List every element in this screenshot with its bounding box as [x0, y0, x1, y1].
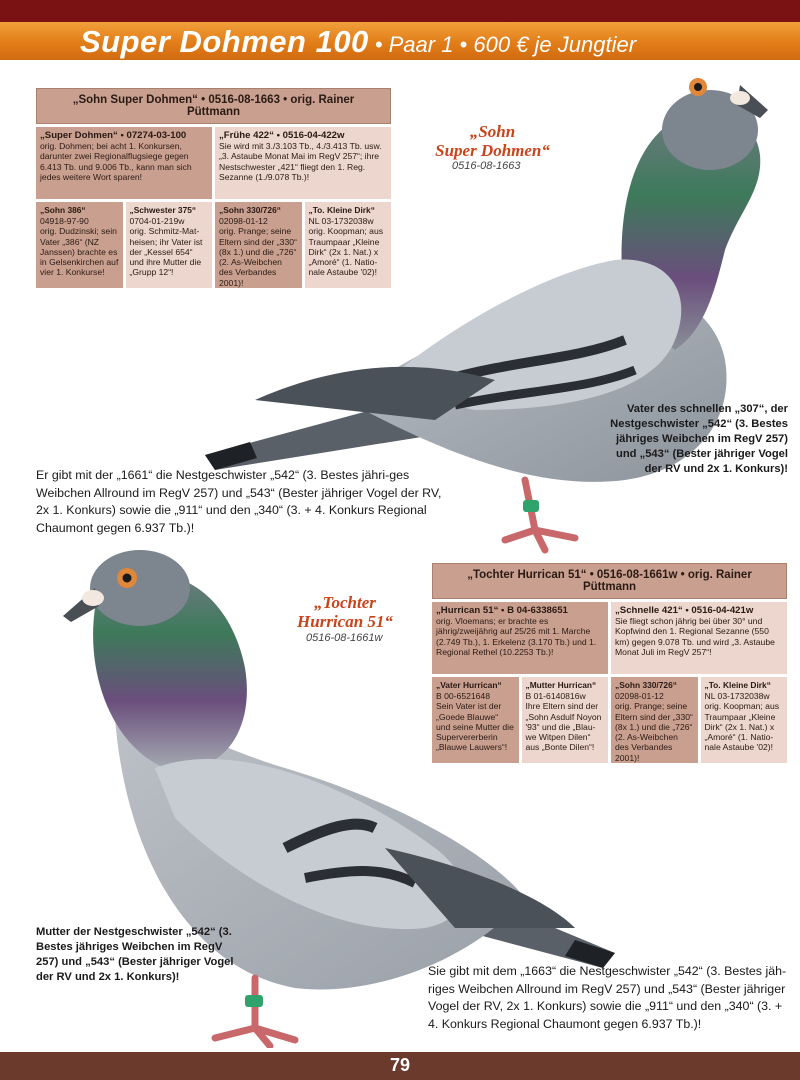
- title-bar: [0, 22, 800, 60]
- grandparent-box: [611, 677, 698, 763]
- grandparent-title: „Sohn 330/726“: [615, 680, 677, 690]
- grandparent-box: [701, 677, 788, 763]
- father-box: [36, 127, 212, 199]
- grandparents-row: [36, 202, 391, 288]
- pedigree-sohn-super-dohmen: [36, 88, 391, 288]
- pedigree-tochter-hurrican: [432, 563, 787, 763]
- pedigree-header: „Tochter Hurrican 51“ • 0516-08-1661w • orig. Rainer Püttmann: [432, 563, 787, 599]
- ring-number-male: 0516-08-1663: [452, 160, 521, 172]
- grandparent-text: B 00-6521648 Sein Vater ist der „Goede Blauwe“ und seine Mutter die Supervererberin „Blauwe Lauwers“!: [436, 691, 514, 753]
- grandparent-text: NL 03-1732038w orig. Koopman; aus Traumpaar „Kleine Dirk“ (2x 1. Nat.) x „Amoré“ (1. Natio-nale Astaube '02)!: [308, 216, 384, 278]
- mother-title: „Frühe 422“ • 0516-04-422w: [219, 130, 345, 141]
- pedigree-header: „Sohn Super Dohmen“ • 0516-08-1663 • orig. Rainer Püttmann: [36, 88, 391, 124]
- mother-text: Sie fliegt schon jährig bei über 30° und Kopfwind den 1. Regional Sezanne (550 km) gegen 9.078 Tb. und wird „3. Astaube Monat Juli im RegV 257“!: [615, 616, 775, 657]
- father-text: orig. Dohmen; bei acht 1. Konkursen, darunter zwei Regionalflugsiege gegen 6.413 Tb. und 9.006 Tb., kann man sich jedes weitere Wort sparen!: [40, 141, 192, 182]
- bird-name-line2: Super Dohmen“: [435, 141, 550, 160]
- bird-name-female: [275, 593, 415, 631]
- father-box: [432, 602, 608, 674]
- caption-mother: Mutter der Nestgeschwister „542“ (3. Bestes jähriges Weibchen im RegV 257) und „543“ (Bester jähriger Vogel der RV und 2x 1. Konkurs)!: [36, 926, 234, 983]
- grandparent-text: 02098-01-12 orig. Prange; seine Eltern sind der „330“ (8x 1.) und die „726“ (2. As-Weibchen des Verbandes 2001)!: [615, 691, 693, 763]
- paragraph-father: Er gibt mit der „1661“ die Nestgeschwister „542“ (3. Bestes jähri-ges Weibchen Allround im RegV 257) und „543“ (Bester jähriger Vogel der RV, 2x 1. Konkurs) sowie die „911“ und den „340“ (3. + 4. Konkurs Regional Chaumont gegen 6.937 Tb.)!: [36, 468, 442, 535]
- page-number: 79: [389, 1055, 411, 1075]
- paragraph-mother: Sie gibt mit dem „1663“ die Nestgeschwister „542“ (3. Bestes jäh-riges Weibchen Allround im RegV 257) und „543“ (Bester jähriger Vogel der RV, 2x 1. Konkurs) sowie die „911“ und den „340“ (3. + 4. Konkurs Regional Chaumont gegen 6.937 Tb.)!: [428, 964, 787, 1031]
- parents-row: [36, 127, 391, 199]
- grandparent-title: „Mutter Hurrican“: [525, 680, 597, 690]
- bird-name-line1: „Tochter: [314, 593, 376, 612]
- parents-row: [432, 602, 787, 674]
- father-title: „Hurrican 51“ • B 04-6338651: [436, 605, 568, 616]
- footer-bar: [0, 1052, 800, 1080]
- grandparent-text: 02098-01-12 orig. Prange; seine Eltern sind der „330“ (8x 1.) und die „726“ (2. As-Weibchen des Verbandes 2001)!: [219, 216, 297, 288]
- grandparents-row: [432, 677, 787, 763]
- grandparent-title: „Vater Hurrican“: [436, 680, 502, 690]
- grandparent-title: „Sohn 386“: [40, 205, 86, 215]
- mother-title: „Schnelle 421“ • 0516-04-421w: [615, 605, 754, 616]
- mother-text: Sie wird mit 3./3.103 Tb., 4./3.413 Tb. usw. „3. Astaube Monat Mai im RegV 257“; ihre Nestschwester „421“ fliegt den 1. Reg. Sezanne (1./9.078 Tb.)!: [219, 141, 382, 182]
- grandparent-box: [522, 677, 609, 763]
- grandparent-title: „To. Kleine Dirk“: [704, 680, 771, 690]
- grandparent-box: [36, 202, 123, 288]
- grandparent-text: 04918-97-90 orig. Dudzinski; sein Vater „386“ (NZ Janssen) brachte es in Gelsenkirchen auf vier 1. Konkurse!: [40, 216, 119, 278]
- ring-number-female: 0516-08-1661w: [306, 632, 383, 644]
- grandparent-title: „Sohn 330/726“: [219, 205, 281, 215]
- grandparent-text: 0704-01-219w orig. Schmitz-Mat-heisen; ihr Vater ist der „Kessel 654“ und ihre Mutter die „Grupp 12“!: [129, 216, 203, 278]
- father-text: orig. Vloemans; er brachte es jährig/zweijährig auf 25/26 mit 1. Marche (2.749 Tb.), 1. Erkelenz (3.170 Tb.) und 1. Regional Rethel (10.2253 Tb.)!: [436, 616, 597, 657]
- mother-box: [215, 127, 391, 199]
- caption-father: Vater des schnellen „307“, der Nestgeschwister „542“ (3. Bestes jähriges Weibchen im RegV 257) und „543“ (Bester jähriger Vogel der RV und 2x 1. Konkurs)!: [610, 403, 788, 475]
- grandparent-text: NL 03-1732038w orig. Koopman; aus Traumpaar „Kleine Dirk“ (2x 1. Nat.) x „Amoré“ (1. Natio-nale Astaube '02)!: [704, 691, 780, 753]
- title-sub: • Paar 1 • 600 € je Jungtier: [374, 32, 637, 57]
- bird-name-male: [420, 122, 565, 160]
- grandparent-box: [305, 202, 392, 288]
- grandparent-title: „Schwester 375“: [129, 205, 197, 215]
- page-title: [80, 24, 636, 60]
- grandparent-text: B 01-6140816w Ihre Eltern sind der „Sohn Asdulf Noyon '93“ und die „Blau-we Witpen Dilen“ aus „Bonte Dilen“!: [525, 691, 602, 753]
- grandparent-box: [126, 202, 213, 288]
- bird-name-line2: Hurrican 51“: [297, 612, 393, 631]
- top-bar: [0, 0, 800, 22]
- mother-box: [611, 602, 787, 674]
- title-main: Super Dohmen 100: [80, 24, 369, 59]
- grandparent-title: „To. Kleine Dirk“: [308, 205, 375, 215]
- grandparent-box: [215, 202, 302, 288]
- grandparent-box: [432, 677, 519, 763]
- father-title: „Super Dohmen“ • 07274-03-100: [40, 130, 187, 141]
- bird-name-line1: „Sohn: [469, 122, 516, 141]
